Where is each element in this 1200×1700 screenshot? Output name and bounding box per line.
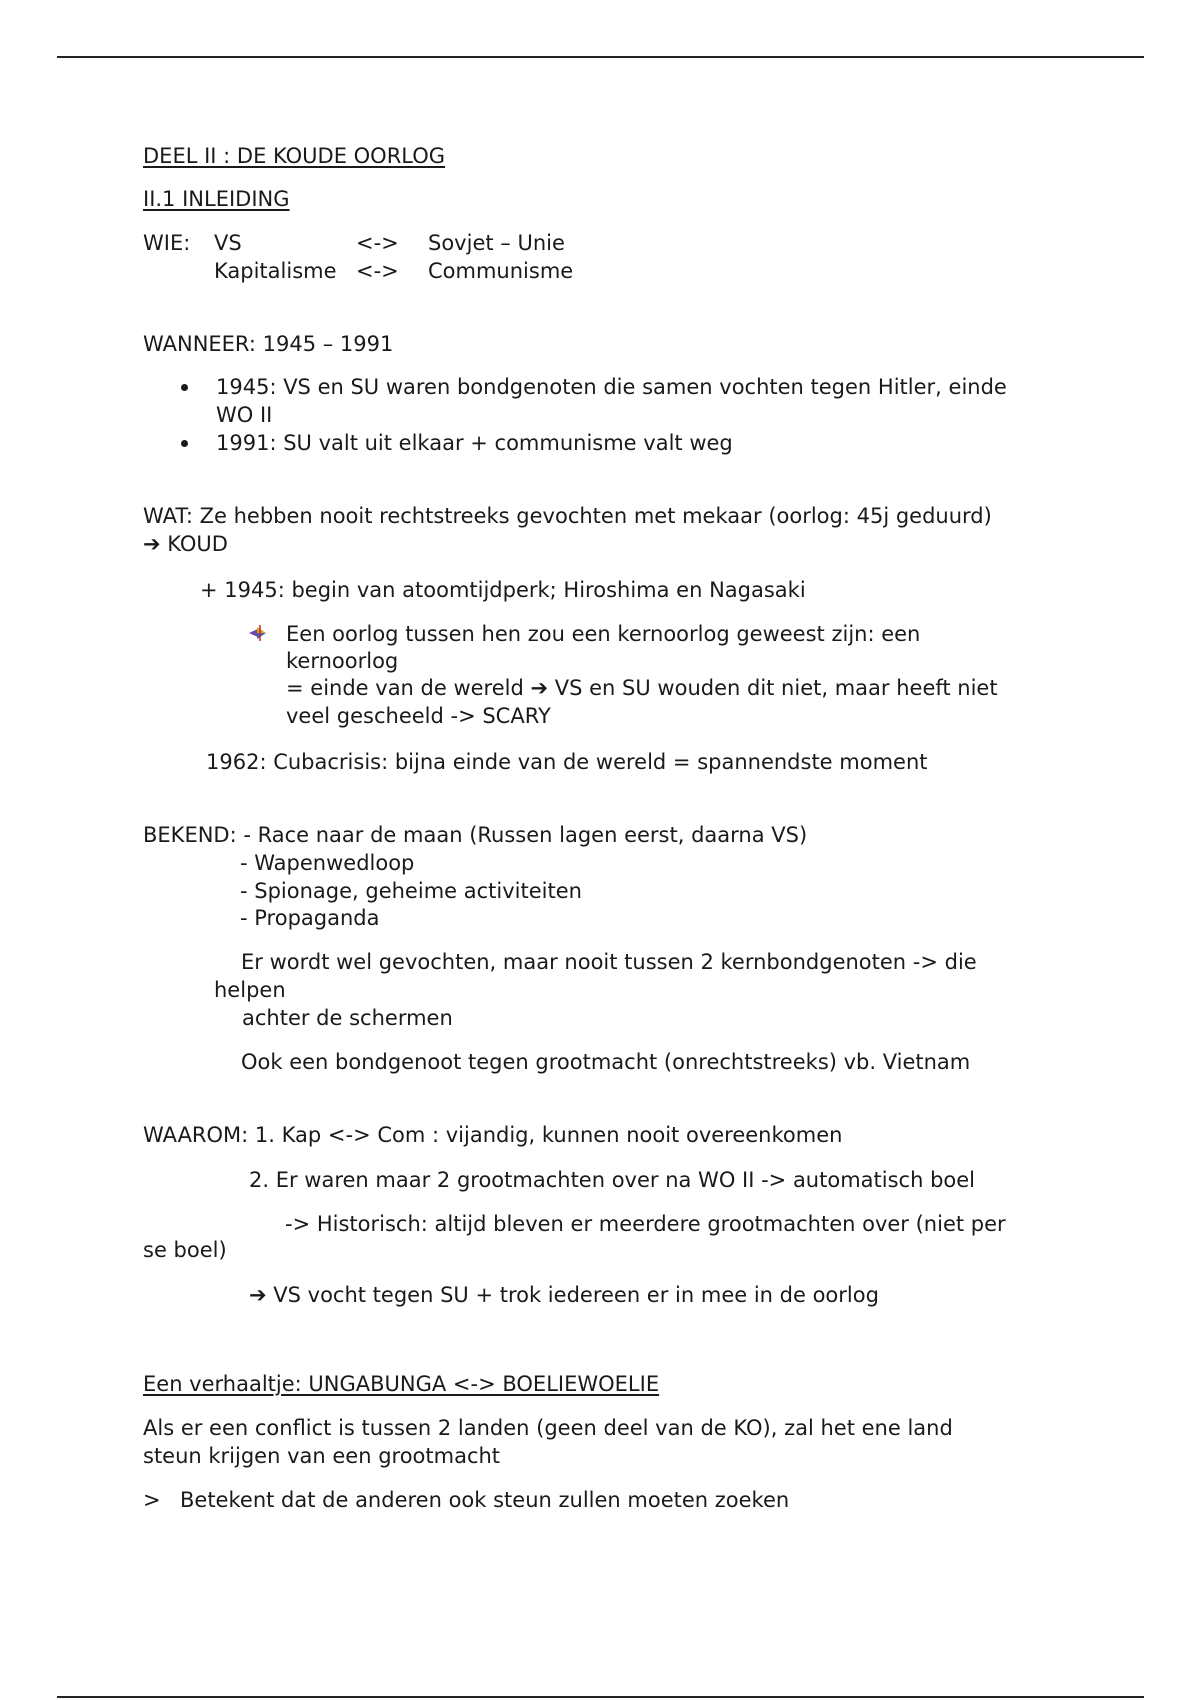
- verhaal-line2: steun krijgen van een grootmacht: [143, 1444, 501, 1468]
- bekend-para1-line1: Er wordt wel gevochten, maar nooit tussen 2 kernbondgenoten -> die: [241, 950, 977, 974]
- waarom-line3: -> Historisch: altijd bleven er meerdere grootmachten over (niet per: [285, 1212, 1006, 1236]
- waarom-line2: 2. Er waren maar 2 grootmachten over na WO II -> automatisch boel: [249, 1168, 975, 1192]
- waarom-line1: WAAROM: 1. Kap <-> Com : vijandig, kunnen nooit overeenkomen: [143, 1123, 843, 1147]
- wanneer-title: WANNEER: 1945 – 1991: [143, 332, 394, 356]
- verhaal-title: Een verhaaltje: UNGABUNGA <-> BOELIEWOELIE: [143, 1372, 660, 1396]
- verhaal-marker: >: [143, 1488, 161, 1512]
- wie-row2-right: Communisme: [428, 259, 574, 283]
- bekend-para1-line2: helpen: [214, 978, 286, 1002]
- wat-plus-line: + 1945: begin van atoomtijdperk; Hiroshima en Nagasaki: [200, 578, 806, 602]
- bullet-dot-icon: [181, 440, 188, 447]
- waarom-line4: se boel): [143, 1238, 227, 1262]
- subsection-heading: II.1 INLEIDING: [143, 187, 290, 211]
- wanneer-bullet1-line1: 1945: VS en SU waren bondgenoten die samen vochten tegen Hitler, einde: [216, 375, 1007, 399]
- waarom-line5: ➔ VS vocht tegen SU + trok iedereen er in mee in de oorlog: [249, 1283, 879, 1307]
- wat-sub-line2: kernoorlog: [286, 649, 399, 673]
- wie-row2-left: Kapitalisme: [214, 259, 337, 283]
- wie-label: WIE:: [143, 231, 191, 255]
- bekend-para2: Ook een bondgenoot tegen grootmacht (onrechtstreeks) vb. Vietnam: [241, 1050, 971, 1074]
- header-rule: [57, 56, 1144, 58]
- wanneer-bullet2: 1991: SU valt uit elkaar + communisme valt weg: [216, 431, 733, 455]
- wie-row1-right: Sovjet – Unie: [428, 231, 565, 255]
- wat-sub-line1: Een oorlog tussen hen zou een kernoorlog geweest zijn: een: [286, 622, 921, 646]
- verhaal-line1: Als er een conflict is tussen 2 landen (geen deel van de KO), zal het ene land: [143, 1416, 953, 1440]
- bekend-item3: - Spionage, geheime activiteiten: [240, 879, 582, 903]
- wat-line1: WAT: Ze hebben nooit rechtstreeks gevochten met mekaar (oorlog: 45j geduurd): [143, 504, 992, 528]
- wat-cuba-line: 1962: Cubacrisis: bijna einde van de wereld = spannendste moment: [206, 750, 928, 774]
- wat-sub-line4: veel gescheeld -> SCARY: [286, 704, 551, 728]
- wanneer-bullet1-line2: WO II: [216, 403, 273, 427]
- wie-row2-symbol: <->: [356, 259, 399, 283]
- arrow-bullet-icon: [248, 624, 268, 642]
- wat-sub-line3: = einde van de wereld ➔ VS en SU wouden dit niet, maar heeft niet: [286, 676, 998, 700]
- wat-line2: ➔ KOUD: [143, 532, 228, 556]
- wie-row1-left: VS: [214, 231, 242, 255]
- bekend-para1-line3: achter de schermen: [242, 1006, 453, 1030]
- section-heading: DEEL II : DE KOUDE OORLOG: [143, 144, 446, 168]
- footer-rule: [57, 1696, 1144, 1698]
- bekend-item4: - Propaganda: [240, 906, 380, 930]
- bekend-line1: BEKEND: - Race naar de maan (Russen lagen eerst, daarna VS): [143, 823, 808, 847]
- bekend-item2: - Wapenwedloop: [240, 851, 415, 875]
- bullet-dot-icon: [181, 384, 188, 391]
- verhaal-line3: Betekent dat de anderen ook steun zullen moeten zoeken: [180, 1488, 790, 1512]
- wie-row1-symbol: <->: [356, 231, 399, 255]
